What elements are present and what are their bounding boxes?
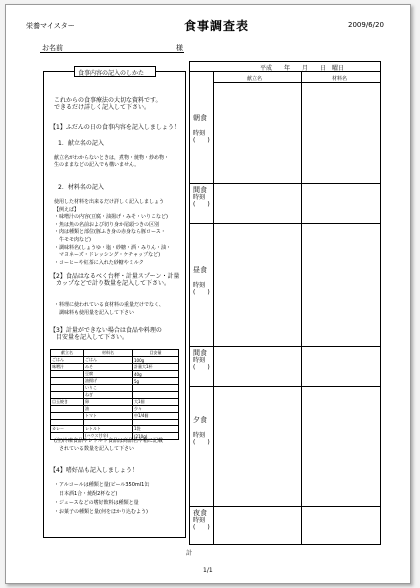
document-date: 2009/6/20 [348, 21, 384, 29]
table-row [51, 399, 179, 406]
table-cell: 油 [84, 406, 133, 413]
table-cell: カレー [51, 426, 84, 433]
table-cell: レトルト [84, 426, 133, 433]
meal-label-breakfast: 朝食 時刻 ( ) [193, 114, 210, 144]
name-suffix: 様 [176, 44, 183, 52]
table-header-amount: 目安量 [133, 350, 179, 357]
document-page [5, 4, 411, 584]
guide-section-3: 【3】計量ができない場合は食品や料理の 目安量を記入して下さい。 [50, 327, 162, 341]
page-number: 1/1 [203, 567, 213, 574]
table-cell: 少々 [133, 406, 179, 413]
table-cell: 豆腐 [84, 371, 133, 378]
meal-label-late-night: 夜食 時刻 ( ) [193, 509, 210, 531]
table-cell: 100g [133, 357, 179, 364]
column-header-menu: 献立名 [247, 76, 263, 82]
table-cell: 5g [133, 378, 179, 385]
guide-section-1: 【1】ふだんの日の食事内容を記入しましょう！ [50, 124, 180, 131]
table-cell: 40g [133, 371, 179, 378]
column-header-ingredient: 材料名 [332, 76, 348, 82]
total-mark: 計 [186, 550, 193, 557]
table-cell: ごはん [84, 357, 133, 364]
table-cell [51, 371, 84, 378]
guide-ingredient-examples: 使用した材料を出来るだけ詳しく記入しましょう 【例えば】 ・味噌汁の内容(豆腐・油揚げ・みそ・いりこなど) ・魚は魚の名前および切り身か尾頭つきの区別 ・肉は種類と部位(豚ふき身の赤身なら豚ロース・ 牛モモ肉など) ・調味料名(しょうゆ・塩・砂糖・酒・みりん・油・ マヨネーズ・ドレッシング・ケチャップなど) ・コーヒーや紅茶に入れた砂糖やミルク [54, 199, 171, 266]
table-cell [133, 385, 179, 392]
table-body [51, 357, 179, 440]
table-cell: いりこ [84, 385, 133, 392]
table-cell [133, 392, 179, 399]
meal-label-lunch: 昼食 時刻 ( ) [193, 266, 210, 296]
guide-title: 食事内容の記入のしかた [78, 70, 145, 77]
table-cell: 油揚げ [84, 378, 133, 385]
table-cell: トマト [84, 413, 133, 420]
table-cell: 大1個 [133, 399, 179, 406]
guide-sub-menu: 1．献立名の記入 [58, 140, 104, 147]
table-row [51, 371, 179, 378]
meal-log-grid [189, 61, 381, 545]
guide-section-2: 【2】食品はなるべく台秤・計量スプーン・計量 カップなどで計り数量を記入して下さい。 [50, 273, 180, 287]
table-cell: 卵 [84, 399, 133, 406]
guide-sub-menu-text: 献立名がわからないときは，煮物・焼物・炒め物・ 生のままなどの記入でも構いません。 [54, 155, 170, 168]
page-title: 食事調査表 [184, 19, 250, 33]
table-cell [51, 406, 84, 413]
meal-divider [189, 183, 381, 184]
table-cell: 中1/4個 [133, 413, 179, 420]
meal-divider [189, 506, 381, 507]
table-cell: (210g) [133, 433, 179, 440]
menu-column-divider [301, 71, 302, 545]
table-row [51, 426, 179, 433]
meal-divider [189, 346, 381, 347]
org-name: 栄養マイスター [26, 22, 75, 30]
table-row [51, 364, 179, 371]
table-cell [51, 378, 84, 385]
name-label: お名前 [42, 44, 63, 52]
column-header-divider [213, 82, 381, 83]
table-row [51, 357, 179, 364]
table-cell [51, 413, 84, 420]
meal-label-dinner: 夕食 時刻 ( ) [193, 416, 210, 446]
example-amount-table [50, 349, 179, 440]
table-header-ingredient: 材料名 [84, 350, 133, 357]
guide-sub-ingredient: 2．材料名の記入 [58, 184, 104, 191]
date-entry-line[interactable]: 平成 年 月 日 曜日 [260, 65, 345, 72]
meal-label-afternoon-snack: 間食 時刻 ( ) [193, 349, 210, 371]
meal-label-morning-snack: 間食 時刻 ( ) [193, 186, 210, 208]
table-cell: 味噌汁 [51, 364, 84, 371]
table-cell: 計量大1杯 [133, 364, 179, 371]
meal-divider [189, 386, 381, 387]
table-header-row [51, 350, 179, 357]
table-header-menu: 献立名 [51, 350, 84, 357]
table-cell: 目玉焼き [51, 399, 84, 406]
meal-divider [189, 223, 381, 224]
table-cell: ねぎ [84, 392, 133, 399]
table-cell [51, 385, 84, 392]
meal-label-column-divider [213, 71, 214, 545]
table-row [51, 392, 179, 399]
guide-section-4: 【4】嗜好品も記入しましょう！ [50, 467, 138, 474]
name-underline [40, 52, 184, 53]
table-cell: 1袋 [133, 426, 179, 433]
guide-intro: これからの食事療法の大切な資料です。 できるだけ詳しく記入して下さい。 [54, 97, 162, 111]
table-cell: ごはん [51, 357, 84, 364]
table-row [51, 413, 179, 420]
guide-section-3-note: (注)冷凍食品やレトルト食品は商品名や箱に記載 されている数量を記入して下さい [54, 438, 163, 452]
table-row [51, 406, 179, 413]
table-cell: (ハウス甘辛) [84, 433, 133, 440]
table-row [51, 378, 179, 385]
table-cell [51, 392, 84, 399]
table-cell: みそ [84, 364, 133, 371]
guide-section-2-note: ・料理に使われている食材料の重量だけでなく、 調味料も使用量を記入して下さい [54, 302, 164, 316]
table-row [51, 385, 179, 392]
guide-section-4-list: ・アルコールは種類と量(ビール350ml1缶 日本酒1合・焼酎2杯など) ・ジュースなどの嗜好飲料は種類と量 ・お菓子の種類と量(何をほかり込むよう) [54, 482, 150, 515]
